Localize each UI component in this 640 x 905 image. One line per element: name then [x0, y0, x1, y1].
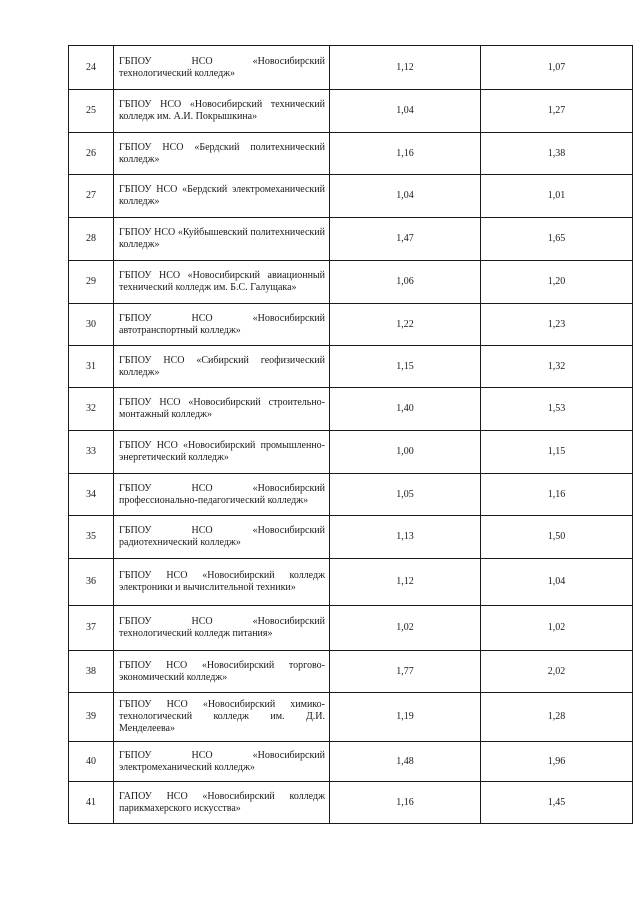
college-name: ГБПОУ НСО «Новосибирский авиационный технический колледж им. Б.С. Галущака» — [114, 261, 330, 304]
value-col-1: 1,02 — [330, 606, 481, 651]
row-number: 31 — [69, 346, 114, 388]
college-name: ГБПОУ НСО «Сибирский геофизический колледж» — [114, 346, 330, 388]
value-col-2: 1,16 — [481, 474, 633, 516]
table-row — [69, 742, 633, 782]
value-col-1: 1,04 — [330, 90, 481, 133]
table-row — [69, 218, 633, 261]
value-col-1: 1,48 — [330, 742, 481, 782]
college-name: ГБПОУ НСО «Новосибирский промышленно-энергетический колледж» — [114, 431, 330, 474]
table-row — [69, 388, 633, 431]
college-name: ГБПОУ НСО «Куйбышевский политехнический колледж» — [114, 218, 330, 261]
value-col-1: 1,12 — [330, 559, 481, 606]
value-col-1: 1,12 — [330, 46, 481, 90]
table-row — [69, 516, 633, 559]
value-col-2: 1,23 — [481, 304, 633, 346]
value-col-2: 1,07 — [481, 46, 633, 90]
row-number: 32 — [69, 388, 114, 431]
value-col-2: 1,02 — [481, 606, 633, 651]
college-name: ГБПОУ НСО «Новосибирский строительно-монтажный колледж» — [114, 388, 330, 431]
value-col-2: 1,50 — [481, 516, 633, 559]
table-row — [69, 431, 633, 474]
value-col-2: 1,96 — [481, 742, 633, 782]
college-name: ГБПОУ НСО «Бердский электромеханический колледж» — [114, 175, 330, 218]
row-number: 41 — [69, 782, 114, 824]
row-number: 25 — [69, 90, 114, 133]
row-number: 39 — [69, 693, 114, 742]
college-name: ГБПОУ НСО «Новосибирский электромеханический колледж» — [114, 742, 330, 782]
value-col-1: 1,00 — [330, 431, 481, 474]
value-col-1: 1,47 — [330, 218, 481, 261]
value-col-2: 1,15 — [481, 431, 633, 474]
college-name: ГБПОУ НСО «Новосибирский радиотехнический колледж» — [114, 516, 330, 559]
value-col-1: 1,22 — [330, 304, 481, 346]
table-row — [69, 474, 633, 516]
row-number: 36 — [69, 559, 114, 606]
value-col-1: 1,06 — [330, 261, 481, 304]
table-row — [69, 693, 633, 742]
value-col-2: 1,04 — [481, 559, 633, 606]
value-col-1: 1,16 — [330, 133, 481, 175]
value-col-2: 1,53 — [481, 388, 633, 431]
row-number: 35 — [69, 516, 114, 559]
table-body — [69, 46, 633, 824]
table-row — [69, 346, 633, 388]
value-col-2: 1,32 — [481, 346, 633, 388]
college-ratings-table — [68, 45, 633, 824]
value-col-2: 1,65 — [481, 218, 633, 261]
row-number: 30 — [69, 304, 114, 346]
value-col-1: 1,05 — [330, 474, 481, 516]
row-number: 40 — [69, 742, 114, 782]
table-row — [69, 559, 633, 606]
value-col-1: 1,13 — [330, 516, 481, 559]
table-row — [69, 261, 633, 304]
value-col-1: 1,77 — [330, 651, 481, 693]
value-col-2: 1,38 — [481, 133, 633, 175]
value-col-1: 1,19 — [330, 693, 481, 742]
value-col-2: 1,28 — [481, 693, 633, 742]
table-row — [69, 175, 633, 218]
college-name: ГБПОУ НСО «Новосибирский профессионально-педагогический колледж» — [114, 474, 330, 516]
college-name: ГБПОУ НСО «Новосибирский технологический колледж питания» — [114, 606, 330, 651]
table-row — [69, 304, 633, 346]
table-row — [69, 90, 633, 133]
value-col-1: 1,04 — [330, 175, 481, 218]
row-number: 24 — [69, 46, 114, 90]
college-name: ГБПОУ НСО «Новосибирский химико-технологический колледж им. Д.И. Менделеева» — [114, 693, 330, 742]
college-name: ГАПОУ НСО «Новосибирский колледж парикмахерского искусства» — [114, 782, 330, 824]
college-name: ГБПОУ НСО «Бердский политехнический колледж» — [114, 133, 330, 175]
value-col-1: 1,15 — [330, 346, 481, 388]
row-number: 28 — [69, 218, 114, 261]
value-col-2: 1,45 — [481, 782, 633, 824]
college-name: ГБПОУ НСО «Новосибирский технический колледж им. А.И. Покрышкина» — [114, 90, 330, 133]
row-number: 38 — [69, 651, 114, 693]
table-row — [69, 782, 633, 824]
value-col-2: 2,02 — [481, 651, 633, 693]
value-col-2: 1,27 — [481, 90, 633, 133]
row-number: 27 — [69, 175, 114, 218]
college-name: ГБПОУ НСО «Новосибирский колледж электроники и вычислительной техники» — [114, 559, 330, 606]
row-number: 37 — [69, 606, 114, 651]
row-number: 29 — [69, 261, 114, 304]
table-row — [69, 606, 633, 651]
college-name: ГБПОУ НСО «Новосибирский торгово-экономический колледж» — [114, 651, 330, 693]
college-name: ГБПОУ НСО «Новосибирский технологический колледж» — [114, 46, 330, 90]
value-col-1: 1,16 — [330, 782, 481, 824]
row-number: 33 — [69, 431, 114, 474]
table-row — [69, 651, 633, 693]
table-row — [69, 46, 633, 90]
value-col-2: 1,20 — [481, 261, 633, 304]
row-number: 34 — [69, 474, 114, 516]
row-number: 26 — [69, 133, 114, 175]
college-name: ГБПОУ НСО «Новосибирский автотранспортный колледж» — [114, 304, 330, 346]
value-col-2: 1,01 — [481, 175, 633, 218]
table-row — [69, 133, 633, 175]
value-col-1: 1,40 — [330, 388, 481, 431]
